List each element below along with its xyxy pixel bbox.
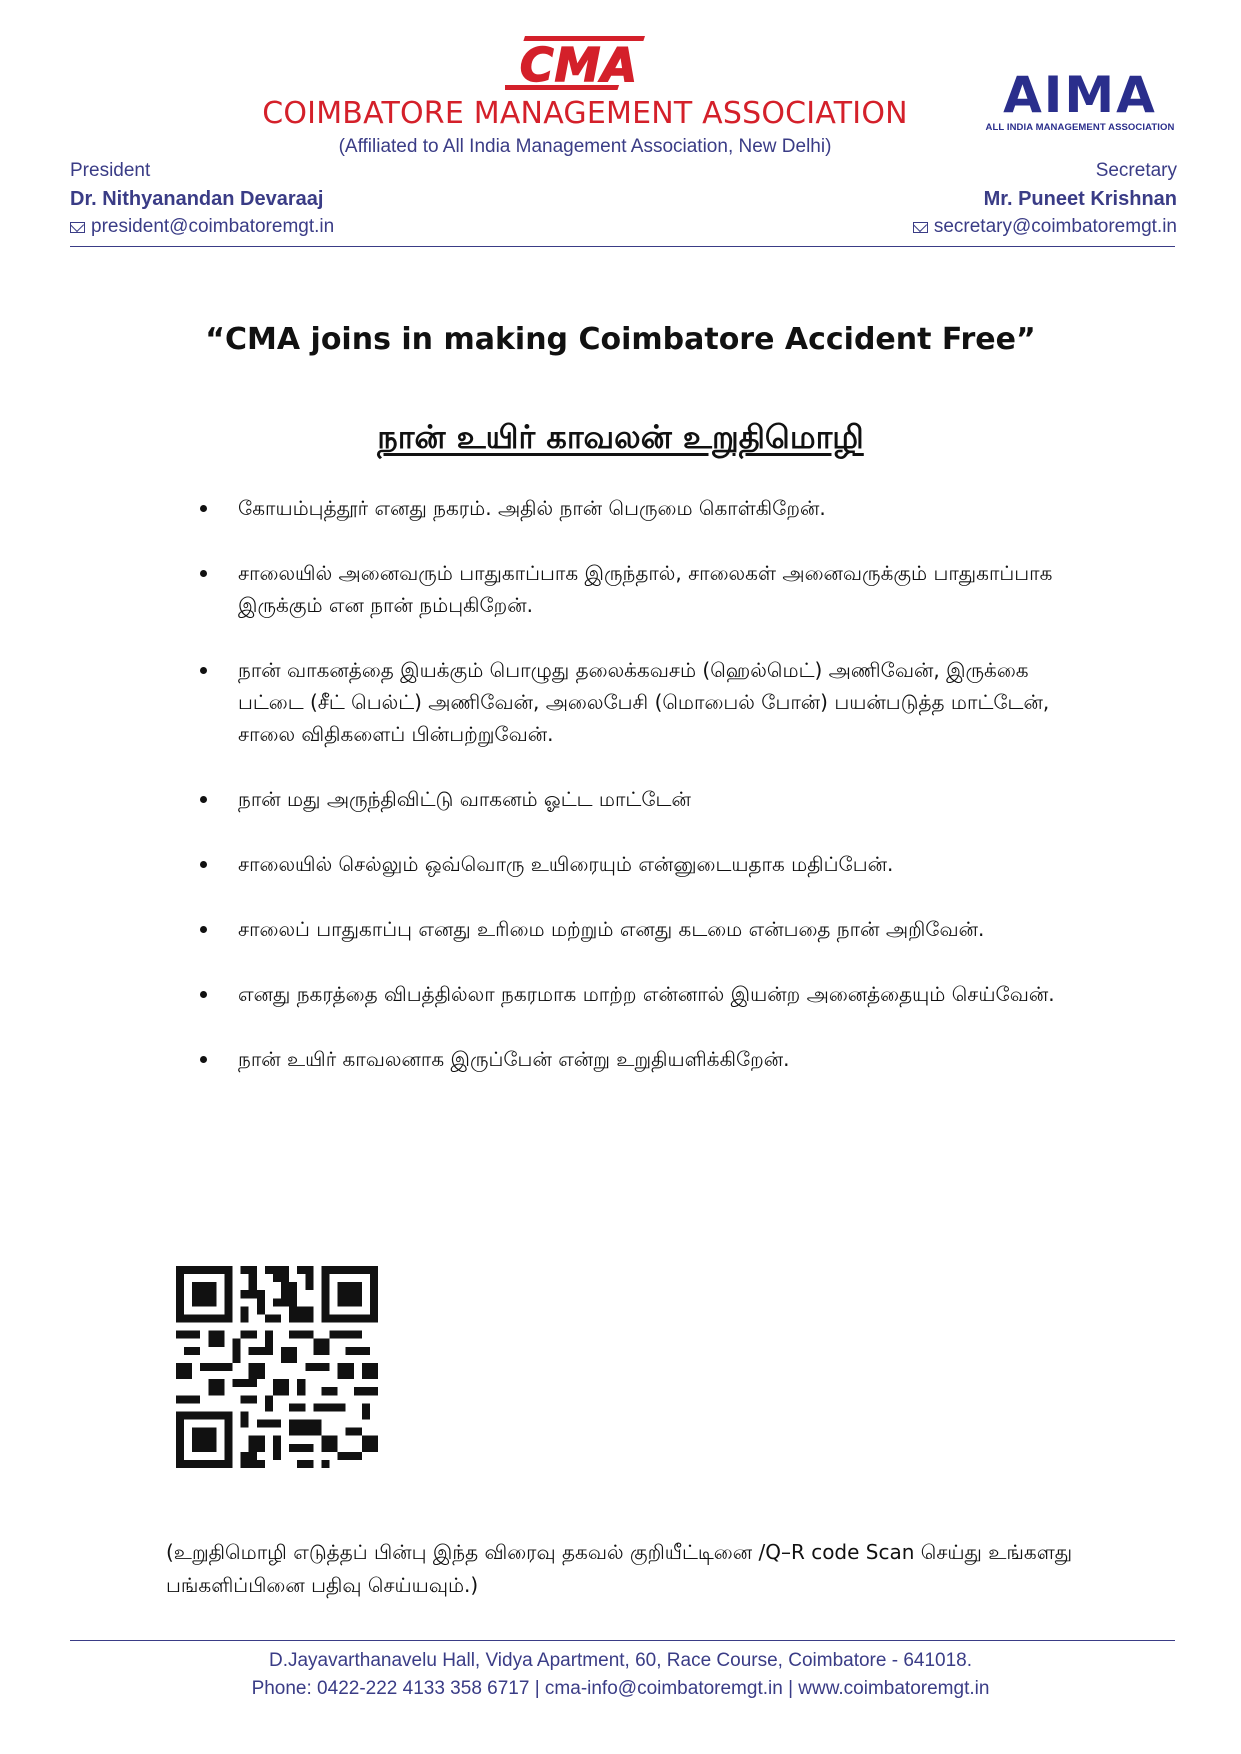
list-item (200, 492, 1100, 524)
list-item (200, 783, 1100, 815)
bullet-icon (200, 1056, 207, 1063)
footer-divider (70, 1640, 1175, 1641)
pledge-text: சாலைப் பாதுகாப்பு எனது உரிமை மற்றும் எனது கடமை என்பதை நான் அறிவேன். (238, 917, 985, 941)
qr-instruction: (உறுதிமொழி எடுத்தப் பின்பு இந்த விரைவு தகவல் குறியீட்டினை /Q–R code Scan செய்து உங்களது பங்களிப்பினை பதிவு செய்யவும்.) (166, 1540, 1073, 1597)
cma-logo-text: CMA (519, 38, 639, 92)
footer-contact: Phone: 0422-222 4133 358 6717 | cma-info@coimbatoremgt.in | www.coimbatoremgt.in (251, 1678, 990, 1699)
list-item (200, 557, 1100, 621)
list-item (200, 848, 1100, 880)
aima-subtitle: ALL INDIA MANAGEMENT ASSOCIATION (985, 122, 1175, 133)
bullet-icon (200, 861, 207, 868)
bullet-icon (200, 570, 207, 577)
bullet-icon (200, 991, 207, 998)
pledge-text: எனது நகரத்தை விபத்தில்லா நகரமாக மாற்ற என்னால் இயன்ற அனைத்தையும் செய்வேன். (238, 982, 1055, 1006)
document-title: “CMA joins in making Coimbatore Accident Free” (205, 322, 1036, 357)
header-divider (70, 246, 1175, 247)
secretary-email[interactable] (913, 216, 1177, 238)
mail-icon (70, 222, 85, 233)
bullet-icon (200, 796, 207, 803)
pledge-text: சாலையில் அனைவரும் பாதுகாப்பாக இருந்தால், சாலைகள் அனைவருக்கும் பாதுகாப்பாக இருக்கும் என நான் நம்புகிறேன். (238, 561, 1053, 617)
list-item (200, 978, 1100, 1010)
org-name: COIMBATORE MANAGEMENT ASSOCIATION (262, 96, 908, 131)
qr-code-icon[interactable] (170, 1266, 384, 1468)
pledge-heading: நான் உயிர் காவலன் உறுதிமொழி (377, 418, 864, 456)
footer-address: D.Jayavarthanavelu Hall, Vidya Apartment, 60, Race Course, Coimbatore - 641018. (268, 1650, 973, 1671)
bullet-icon (200, 667, 207, 674)
mail-icon (913, 222, 928, 233)
bullet-icon (200, 926, 207, 933)
pledge-text: நான் உயிர் காவலனாக இருப்பேன் என்று உறுதியளிக்கிறேன். (238, 1047, 790, 1071)
president-email[interactable] (70, 216, 334, 238)
pledge-text: நான் வாகனத்தை இயக்கும் பொழுது தலைக்கவசம் (ஹெல்மெட்) அணிவேன், இருக்கை பட்டை (சீட் பெல்ட்) அணிவேன், அலைபேசி (மொபைல் போன்) பயன்படுத்த மாட்டேன், சாலை விதிகளைப் பின்பற்றுவேன். (238, 658, 1050, 746)
list-item (200, 1043, 1100, 1075)
president-email-text[interactable]: president@coimbatoremgt.in (91, 216, 335, 237)
pledge-text: கோயம்புத்தூர் எனது நகரம். அதில் நான் பெருமை கொள்கிறேன். (238, 496, 826, 520)
secretary-title: Secretary (1095, 160, 1177, 181)
secretary-email-text[interactable]: secretary@coimbatoremgt.in (933, 216, 1177, 237)
bullet-icon (200, 505, 207, 512)
pledge-text: நான் மது அருந்திவிட்டு வாகனம் ஓட்ட மாட்டேன் (238, 787, 691, 811)
list-item (200, 654, 1100, 750)
pledge-text: சாலையில் செல்லும் ஒவ்வொரு உயிரையும் என்னுடையதாக மதிப்பேன். (238, 852, 894, 876)
affiliation-text: (Affiliated to All India Management Association, New Delhi) (338, 136, 832, 157)
list-item (200, 913, 1100, 945)
president-title: President (70, 160, 151, 181)
cma-logo (505, 36, 650, 92)
pledge-list (200, 492, 1100, 1108)
secretary-name: Mr. Puneet Krishnan (983, 188, 1177, 210)
president-name: Dr. Nithyanandan Devaraaj (70, 188, 324, 210)
aima-logo: AIMA (1003, 66, 1157, 124)
